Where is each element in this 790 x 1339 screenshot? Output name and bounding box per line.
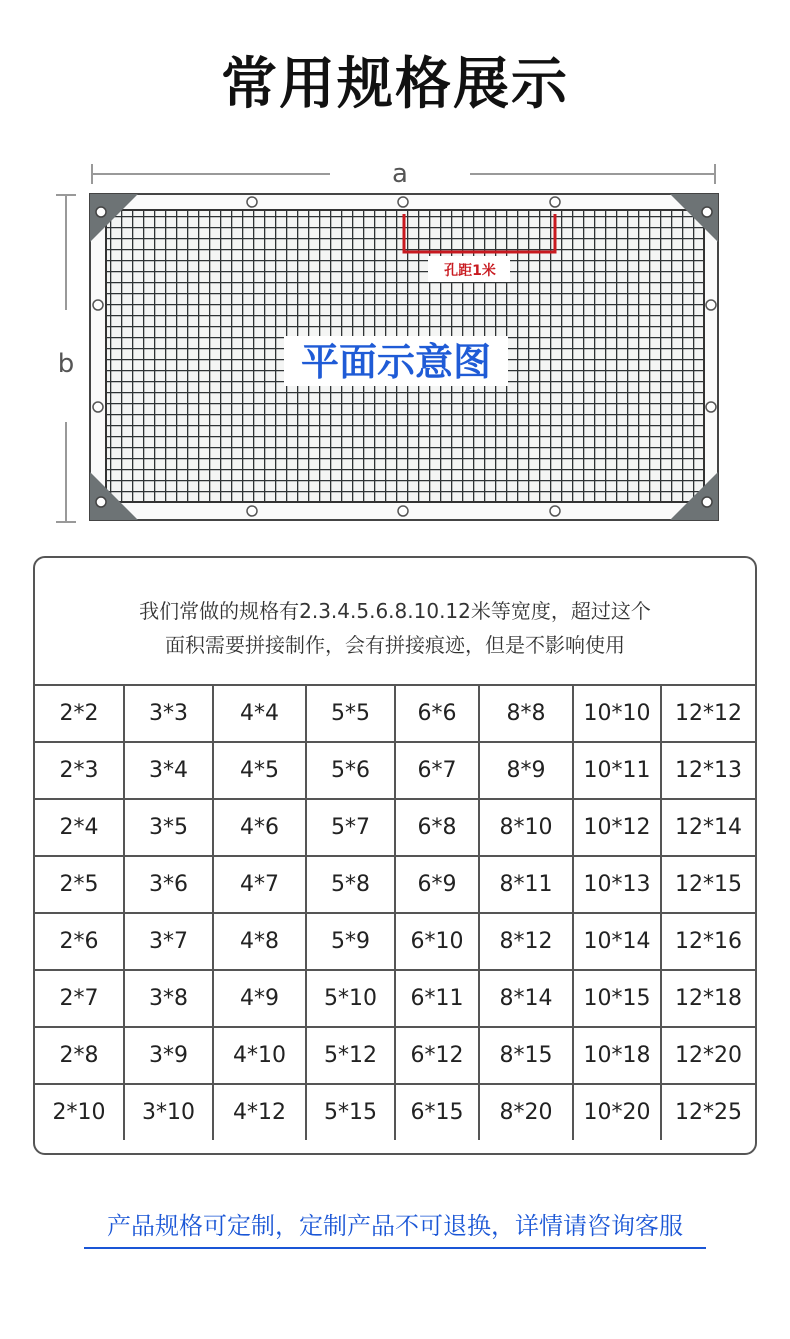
- spec-cell: 5*15: [306, 1084, 395, 1140]
- spec-cell: 10*18: [573, 1027, 661, 1084]
- spec-cell: 8*9: [479, 742, 573, 799]
- spec-cell: 8*15: [479, 1027, 573, 1084]
- spec-cell: 6*8: [395, 799, 479, 856]
- table-row: [35, 1084, 755, 1140]
- spec-cell: 6*11: [395, 970, 479, 1027]
- spec-cell: 8*8: [479, 685, 573, 742]
- net-plan-diagram: [0, 150, 790, 540]
- intro-text: [35, 558, 755, 684]
- spec-cell: 10*13: [573, 856, 661, 913]
- spec-cell: 5*10: [306, 970, 395, 1027]
- spec-cell: 6*12: [395, 1027, 479, 1084]
- intro-line-1: 我们常做的规格有2.3.4.5.6.8.10.12米等宽度，超过这个: [139, 599, 651, 623]
- spec-cell: 6*10: [395, 913, 479, 970]
- spec-cell: 6*7: [395, 742, 479, 799]
- spec-cell: 12*20: [661, 1027, 755, 1084]
- spec-cell: 10*20: [573, 1084, 661, 1140]
- spec-cell: 3*7: [124, 913, 213, 970]
- spec-box: [33, 556, 757, 1155]
- spec-cell: 8*20: [479, 1084, 573, 1140]
- spec-cell: 5*5: [306, 685, 395, 742]
- spec-cell: 3*10: [124, 1084, 213, 1140]
- spec-cell: 2*2: [35, 685, 124, 742]
- spec-cell: 12*16: [661, 913, 755, 970]
- spec-cell: 4*7: [213, 856, 306, 913]
- plan-label: 平面示意图: [300, 340, 492, 384]
- spec-cell: 2*6: [35, 913, 124, 970]
- spec-cell: 2*4: [35, 799, 124, 856]
- footer-note: 产品规格可定制，定制产品不可退换，详情请咨询客服: [107, 1212, 683, 1240]
- dimension-b-label: b: [57, 349, 75, 379]
- spec-cell: 3*9: [124, 1027, 213, 1084]
- spec-cell: 10*15: [573, 970, 661, 1027]
- spec-cell: 12*14: [661, 799, 755, 856]
- dimension-a: [92, 159, 715, 189]
- intro-line-2: 面积需要拼接制作，会有拼接痕迹，但是不影响使用: [165, 633, 625, 657]
- dimension-a-label: a: [392, 159, 408, 189]
- spec-cell: 4*4: [213, 685, 306, 742]
- spec-table: [35, 684, 755, 1140]
- spec-cell: 4*9: [213, 970, 306, 1027]
- spec-cell: 5*9: [306, 913, 395, 970]
- dimension-b: [56, 195, 76, 522]
- spec-cell: 4*12: [213, 1084, 306, 1140]
- spec-cell: 5*12: [306, 1027, 395, 1084]
- spec-cell: 8*14: [479, 970, 573, 1027]
- spec-cell: 6*9: [395, 856, 479, 913]
- table-row: [35, 799, 755, 856]
- spec-cell: 12*12: [661, 685, 755, 742]
- spec-cell: 3*6: [124, 856, 213, 913]
- hole-spacing-label: 孔距1米: [444, 263, 496, 279]
- spec-cell: 3*5: [124, 799, 213, 856]
- spec-cell: 2*7: [35, 970, 124, 1027]
- spec-cell: 2*8: [35, 1027, 124, 1084]
- spec-cell: 8*10: [479, 799, 573, 856]
- spec-cell: 10*10: [573, 685, 661, 742]
- spec-cell: 2*3: [35, 742, 124, 799]
- spec-cell: 2*5: [35, 856, 124, 913]
- spec-cell: 6*15: [395, 1084, 479, 1140]
- spec-cell: 2*10: [35, 1084, 124, 1140]
- spec-cell: 12*15: [661, 856, 755, 913]
- spec-cell: 4*5: [213, 742, 306, 799]
- spec-cell: 4*8: [213, 913, 306, 970]
- table-row: [35, 685, 755, 742]
- footer-underline: [84, 1247, 706, 1249]
- spec-cell: 10*12: [573, 799, 661, 856]
- spec-cell: 3*4: [124, 742, 213, 799]
- table-row: [35, 742, 755, 799]
- spec-cell: 3*3: [124, 685, 213, 742]
- spec-cell: 10*11: [573, 742, 661, 799]
- spec-cell: 8*12: [479, 913, 573, 970]
- plan-label-group: [284, 336, 508, 386]
- spec-cell: 12*18: [661, 970, 755, 1027]
- spec-cell: 12*25: [661, 1084, 755, 1140]
- spec-cell: 10*14: [573, 913, 661, 970]
- page-title: 常用规格展示: [221, 52, 569, 117]
- spec-cell: 12*13: [661, 742, 755, 799]
- table-row: [35, 970, 755, 1027]
- spec-cell: 4*6: [213, 799, 306, 856]
- table-row: [35, 1027, 755, 1084]
- spec-cell: 3*8: [124, 970, 213, 1027]
- spec-cell: 5*8: [306, 856, 395, 913]
- table-row: [35, 856, 755, 913]
- spec-cell: 5*7: [306, 799, 395, 856]
- spec-cell: 5*6: [306, 742, 395, 799]
- table-row: [35, 913, 755, 970]
- spec-cell: 6*6: [395, 685, 479, 742]
- spec-cell: 8*11: [479, 856, 573, 913]
- spec-cell: 4*10: [213, 1027, 306, 1084]
